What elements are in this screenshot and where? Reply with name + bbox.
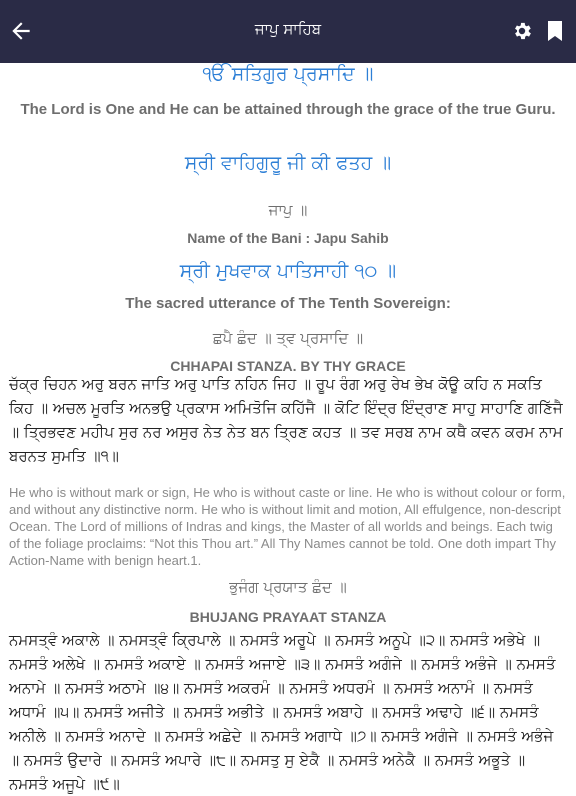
bhujang-heading-english: BHUJANG PRAYAAT STANZA xyxy=(189,609,387,625)
bhujang-heading-gurmukhi: ਭੁਜੰਗ ਪ੍ਰਯਾਤ ਛੰਦ ॥ xyxy=(229,578,347,596)
bani-content[interactable] xyxy=(0,63,576,793)
jaap-heading: ਜਾਪੁ ॥ xyxy=(268,201,308,219)
mukhvak-english: The sacred utterance of The Tenth Sovereign: xyxy=(125,295,451,312)
chhapai-heading-english: CHHAPAI STANZA. BY THY GRACE xyxy=(170,358,406,374)
page-title: ਜਾਪੁ ਸਾਹਿਬ xyxy=(254,20,322,38)
fateh-gurmukhi: ਸ੍ਰੀ ਵਾਹਿਗੁਰੂ ਜੀ ਕੀ ਫਤਹ ॥ xyxy=(184,152,392,174)
verse-1-gurmukhi: ਚੱਕ੍ਰ ਚਿਹਨ ਅਰੁ ਬਰਨ ਜਾਤਿ ਅਰੁ ਪਾਤਿ ਨਹਿਨ ਜਿਹ ॥ ਰੂਪ ਰੰਗ ਅਰੁ ਰੇਖ ਭੇਖ ਕੋਊ ਕਹਿ ਨ ਸਕਤਿ ਕਿਹ ॥ ਅਚਲ ਮੂਰਤਿ ਅਨਭਉ ਪ੍ਰਕਾਸ ਅਮਿਤੋਜਿ ਕਹਿੱਜੈ ॥ ਕੋਟਿ ਇੰਦ੍ਰ ਇੰਦ੍ਰਾਣ ਸਾਹੁ ਸਾਹਾਣਿ ਗਣਿੱਜੈ ॥ ਤ੍ਰਿਭਵਣ ਮਹੀਪ ਸੁਰ ਨਰ ਅਸੁਰ ਨੇਤ ਨੇਤ ਬਨ ਤ੍ਰਿਣ ਕਹਤ ॥ ਤਵ ਸਰਬ ਨਾਮ ਕਥੈ ਕਵਨ ਕਰਮ ਨਾਮ ਬਰਨਤ ਸੁਮਤਿ ॥੧॥ xyxy=(9,375,563,465)
mool-mantar-english: The Lord is One and He can be attained through the grace of the true Guru. xyxy=(20,101,556,118)
verse-2-gurmukhi: ਨਮਸਤ੍ਵੰ ਅਕਾਲੇ ॥ ਨਮਸਤ੍ਵੰ ਕ੍ਰਿਪਾਲੇ ॥ ਨਮਸਤੰ ਅਰੂਪੇ ॥ ਨਮਸਤੰ ਅਨੂਪੇ ॥੨॥ ਨਮਸਤੰ ਅਭੇਖੇ ॥ ਨਮਸਤੰ ਅਲੇਖੇ ॥ ਨਮਸਤੰ ਅਕਾਏ ॥ ਨਮਸਤੰ ਅਜਾਏ ॥੩॥ ਨਮਸਤੰ ਅਗੰਜੇ ॥ ਨਮਸਤੰ ਅਭੰਜੇ ॥ ਨਮਸਤੰ ਅਨਾਮੇ ॥ ਨਮਸਤੰ ਅਠਾਮੇ ॥੪॥ ਨਮਸਤੰ ਅਕਰਮੰ ॥ ਨਮਸਤੰ ਅਧਰਮੰ ॥ ਨਮਸਤੰ ਅਨਾਮੰ ॥ ਨਮਸਤੰ ਅਧਾਮੰ ॥੫॥ ਨਮਸਤੰ ਅਜੀਤੇ ॥ ਨਮਸਤੰ ਅਭੀਤੇ ॥ ਨਮਸਤੰ ਅਬਾਹੇ ॥ ਨਮਸਤੰ ਅਢਾਹੇ ॥੬॥ ਨਮਸਤੰ ਅਨੀਲੇ ॥ ਨਮਸਤੰ ਅਨਾਦੇ ॥ ਨਮਸਤੰ ਅਛੇਦੇ ॥ ਨਮਸਤੰ ਅਗਾਧੇ ॥੭॥ ਨਮਸਤੰ ਅਗੰਜੇ ॥ ਨਮਸਤੰ ਅਭੰਜੇ ॥ ਨਮਸਤੰ ਉਦਾਰੇ ॥ ਨਮਸਤੰ ਅਪਾਰੇ ॥੮॥ ਨਮਸਤੁ ਸੁ ਏਕੈ ॥ ਨਮਸਤੰ ਅਨੇਕੈ ॥ ਨਮਸਤੰ ਅਭੂਤੇ ॥ ਨਮਸਤੰ ਅਜੂਪੇ ॥੯॥ xyxy=(9,631,556,793)
verse-1-english: He who is without mark or sign, He who is without caste or line. He who is without colour or form, and without any distinctive norm. He who is without limit and motion, All effulgence, non-descript Ocean. The Lord of millions of Indras and kings, the Master of all worlds and beings. Each twig of the foliage proclaims: “Not this Thou art.” All Thy Names cannot be told. One doth impart Thy Action-Name with benign heart.1. xyxy=(9,485,566,568)
gear-icon[interactable] xyxy=(511,20,533,42)
mukhvak-gurmukhi: ਸ੍ਰੀ ਮੁਖਵਾਕ ਪਾਤਿਸਾਹੀ ੧੦ ॥ xyxy=(179,260,397,282)
bookmark-icon[interactable] xyxy=(546,20,564,42)
mool-mantar-gurmukhi: ੴ ਸਤਿਗੁਰ ਪ੍ਰਸਾਦਿ ॥ xyxy=(202,63,374,85)
bani-name: Name of the Bani : Japu Sahib xyxy=(187,230,389,246)
chhapai-heading-gurmukhi: ਛਪੈ ਛੰਦ ॥ ਤ੍ਵ ਪ੍ਰਸਾਦਿ ॥ xyxy=(212,329,364,347)
app-bar xyxy=(0,0,576,63)
